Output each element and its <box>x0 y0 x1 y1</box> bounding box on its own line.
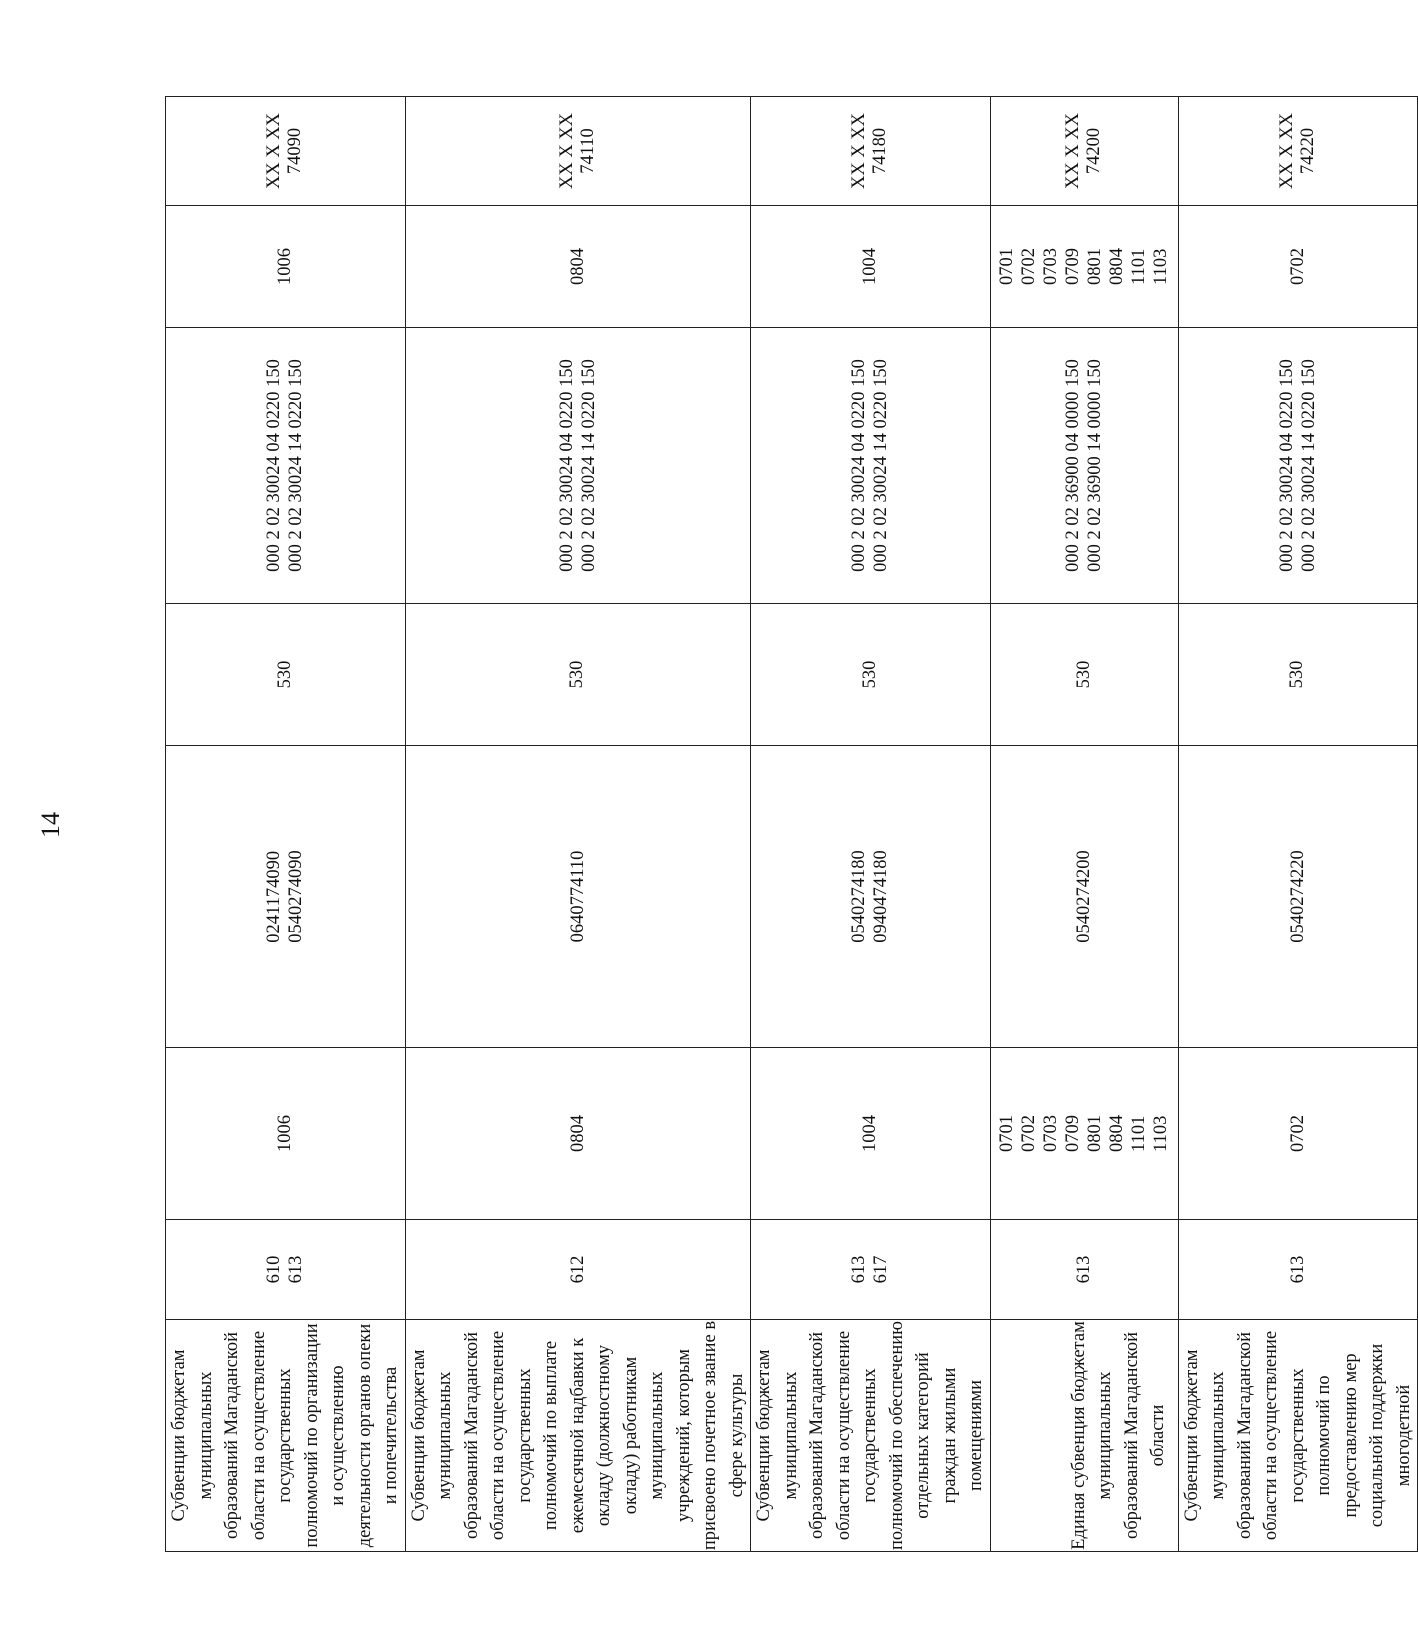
description-cell: Субвенции бюджетам муниципальных образований Магаданской области на осуществление государственных полномочий по выплате ежемесячной надбавки к окладу (должностному окладу) работникам муниципальных учреждений, которым присвоено почетное звание в сфере культуры <box>405 1320 751 1552</box>
income-code-line: 000 2 02 30024 04 0220 150 <box>264 359 285 572</box>
target-article-line: 0640774110 <box>567 850 588 943</box>
target-article-cell <box>166 746 406 1048</box>
section2-line: 0702 <box>1287 248 1308 285</box>
section-cell <box>1178 1048 1418 1220</box>
income-code-line: 000 2 02 36900 14 0000 150 <box>1085 359 1105 572</box>
kvr-cell <box>166 1220 406 1320</box>
table-row <box>990 97 1178 1552</box>
table-body <box>166 97 1418 1552</box>
section-line: 1006 <box>275 1115 296 1152</box>
table-row <box>751 97 991 1552</box>
section-line: 0702 <box>1019 1115 1039 1152</box>
income-code-cell <box>1178 328 1418 604</box>
section2-cell <box>166 206 406 328</box>
rotated-table-container <box>165 97 1414 1552</box>
section-line: 0701 <box>997 1115 1017 1152</box>
section-line: 0703 <box>1041 1115 1061 1152</box>
section2-line: 0804 <box>1107 248 1127 285</box>
table-row <box>405 97 751 1552</box>
income-code-line: 000 2 02 30024 04 0220 150 <box>556 359 577 572</box>
income-code-cell <box>166 328 406 604</box>
kvr-cell <box>990 1220 1178 1320</box>
target-article-cell <box>990 746 1178 1048</box>
section2-line: 0709 <box>1063 248 1083 285</box>
kvr-line: 613 <box>1074 1255 1094 1284</box>
target-article-line: 0241174090 <box>264 850 285 943</box>
kvr2-cell: 530 <box>1178 604 1418 746</box>
code-cell: XX X XX 74220 <box>1178 97 1418 206</box>
kvr2-cell: 530 <box>990 604 1178 746</box>
income-code-line: 000 2 02 36900 04 0000 150 <box>1063 359 1083 572</box>
description-cell: Единая субвенция бюджетам муниципальных образований Магаданской области <box>990 1320 1178 1552</box>
section2-line: 0703 <box>1041 248 1061 285</box>
section2-line: 0804 <box>567 248 588 285</box>
target-article-cell <box>751 746 991 1048</box>
kvr2-cell: 530 <box>166 604 406 746</box>
income-code-cell <box>990 328 1178 604</box>
section-cell <box>405 1048 751 1220</box>
target-article-cell <box>1178 746 1418 1048</box>
table-row <box>1178 97 1418 1552</box>
section2-line: 0701 <box>997 248 1017 285</box>
income-code-line: 000 2 02 30024 14 0220 150 <box>871 359 892 572</box>
kvr-line: 610 <box>264 1255 285 1284</box>
section2-cell <box>751 206 991 328</box>
table-row <box>166 97 406 1552</box>
section-line: 0801 <box>1085 1115 1105 1152</box>
section2-line: 1004 <box>860 248 881 285</box>
section-line: 0804 <box>1107 1115 1127 1152</box>
target-article-line: 0540274090 <box>286 850 307 943</box>
income-code-line: 000 2 02 30024 04 0220 150 <box>1276 359 1297 572</box>
section-cell <box>990 1048 1178 1220</box>
target-article-cell <box>405 746 751 1048</box>
section2-line: 0801 <box>1085 248 1105 285</box>
description-cell: Субвенции бюджетам муниципальных образований Магаданской области на осуществление государственных полномочий по организации и осуществлению деятельности органов опеки и попечительства <box>166 1320 406 1552</box>
code-cell: XX X XX 74110 <box>405 97 751 206</box>
target-article-line: 0540274180 <box>849 850 870 943</box>
target-article-line: 0540274200 <box>1074 850 1094 943</box>
section2-line: 0702 <box>1019 248 1039 285</box>
section2-line: 1101 <box>1129 248 1149 285</box>
kvr-cell <box>751 1220 991 1320</box>
kvr-line: 613 <box>286 1255 307 1284</box>
section2-cell <box>1178 206 1418 328</box>
section2-line: 1006 <box>275 248 296 285</box>
kvr-line: 617 <box>871 1255 892 1284</box>
income-code-line: 000 2 02 30024 04 0220 150 <box>849 359 870 572</box>
kvr-line: 613 <box>1287 1255 1308 1284</box>
target-article-line: 0940474180 <box>871 850 892 943</box>
kvr-line: 612 <box>567 1255 588 1284</box>
section-line: 1101 <box>1129 1115 1149 1152</box>
income-code-cell <box>405 328 751 604</box>
kvr-cell <box>405 1220 751 1320</box>
code-cell: XX X XX 74200 <box>990 97 1178 206</box>
kvr-line: 613 <box>849 1255 870 1284</box>
section-line: 1004 <box>860 1115 881 1152</box>
income-code-line: 000 2 02 30024 14 0220 150 <box>286 359 307 572</box>
income-code-cell <box>751 328 991 604</box>
description-cell: Субвенции бюджетам муниципальных образований Магаданской области на осуществление государственных полномочий по предоставлению мер социальной поддержки многодетной <box>1178 1320 1418 1552</box>
section-line: 0702 <box>1287 1115 1308 1152</box>
section2-cell <box>990 206 1178 328</box>
section-cell <box>751 1048 991 1220</box>
page-number: 14 <box>36 812 65 838</box>
code-cell: XX X XX 74090 <box>166 97 406 206</box>
section2-line: 1103 <box>1151 248 1171 285</box>
section-line: 1103 <box>1151 1115 1171 1152</box>
section-line: 0804 <box>567 1115 588 1152</box>
section-line: 0709 <box>1063 1115 1083 1152</box>
income-code-line: 000 2 02 30024 14 0220 150 <box>578 359 599 572</box>
kvr2-cell: 530 <box>405 604 751 746</box>
kvr2-cell: 530 <box>751 604 991 746</box>
subvention-table <box>165 96 1418 1552</box>
description-cell: Субвенции бюджетам муниципальных образований Магаданской области на осуществление государственных полномочий по обеспечению отдельных категорий граждан жилыми помещениями <box>751 1320 991 1552</box>
target-article-line: 0540274220 <box>1287 850 1308 943</box>
income-code-line: 000 2 02 30024 14 0220 150 <box>1298 359 1319 572</box>
kvr-cell <box>1178 1220 1418 1320</box>
section2-cell <box>405 206 751 328</box>
code-cell: XX X XX 74180 <box>751 97 991 206</box>
section-cell <box>166 1048 406 1220</box>
